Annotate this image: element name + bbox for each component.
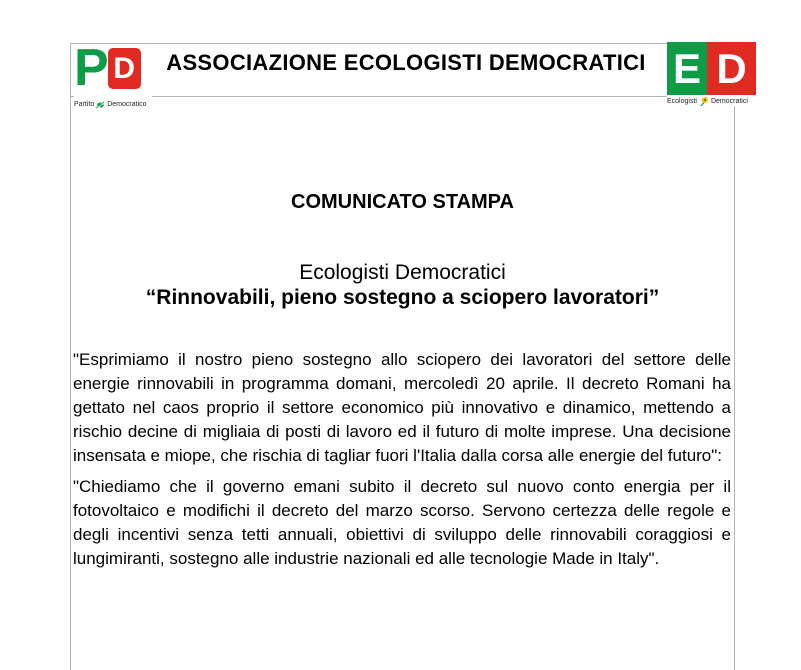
ed-logo xyxy=(667,42,762,106)
ed-caption-ecologisti: Ecologisti xyxy=(667,98,697,105)
pd-letter-p: P xyxy=(74,39,107,97)
pd-letter-d-box xyxy=(108,48,141,89)
pd-logo xyxy=(74,39,152,111)
byline: Ecologisti Democratici xyxy=(299,261,506,284)
paragraph-2: "Chiediamo che il governo emani subito il decreto sul nuovo conto energia per il fotovoltaico e modifichi il decreto del marzo scorso. Servono certezza delle regole e degli incentivi senza tetti annuali, obiettivi di sviluppo delle rinnovabili coraggiosi e lungimiranti, sostegno alle industrie nazionali ed alle tecnologie Made in Italy". xyxy=(73,477,731,568)
page-title: ASSOCIAZIONE ECOLOGISTI DEMOCRATICI xyxy=(166,50,646,75)
ed-letter-e: E xyxy=(672,44,701,92)
ed-caption xyxy=(667,96,762,107)
headline-block xyxy=(70,260,735,310)
ed-letter-d-box xyxy=(707,42,756,95)
pd-letter-d: D xyxy=(113,51,136,85)
paragraph-1: "Esprimiamo il nostro pieno sostegno allo sciopero dei lavoratori del settore delle energie rinnovabili in programma domani, mercoledì 20 aprile. Il decreto Romani ha gettato nel caos proprio il settore economico più innovativo e dinamico, mettendo a rischio decine di migliaia di posti di lavoro ed il futuro di molte imprese. Una decisione insensata e miope, che rischia di tagliar fuori l'Italia dalla corsa alle energie del futuro": xyxy=(73,350,731,465)
header-rule xyxy=(71,96,667,97)
body-copy xyxy=(73,348,731,571)
ed-letter-e-box xyxy=(667,42,707,95)
sunflower-icon xyxy=(698,96,710,107)
olive-branch-icon xyxy=(95,100,106,109)
ed-logo-letters xyxy=(667,42,762,95)
ed-caption-democratici: Democratici xyxy=(710,98,748,105)
pd-logo-letters xyxy=(74,39,152,97)
pd-caption xyxy=(74,100,152,109)
headline: “Rinnovabili, pieno sostegno a sciopero lavoratori” xyxy=(145,286,660,309)
pd-caption-partito: Partito xyxy=(74,101,95,108)
press-release-kicker: COMUNICATO STAMPA xyxy=(291,191,514,213)
pd-caption-democratico: Democratico xyxy=(107,101,147,108)
ed-letter-d: D xyxy=(716,44,747,92)
